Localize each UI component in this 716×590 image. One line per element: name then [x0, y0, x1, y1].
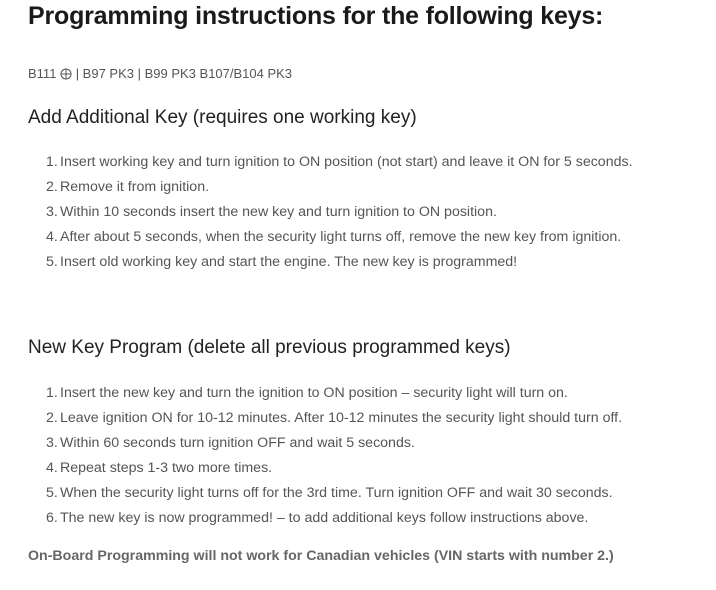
- new-key-step: Leave ignition ON for 10-12 minutes. After 10-12 minutes the security light should turn off.: [60, 410, 623, 426]
- canada-warning: On-Board Programming will not work for Canadian vehicles (VIN starts with number 2.): [28, 548, 614, 564]
- new-key-heading: New Key Program (delete all previous programmed keys): [28, 337, 511, 358]
- key-models-list: | B97 PK3 | B99 PK3 B107/B104 PK3: [75, 66, 293, 81]
- add-key-heading: Add Additional Key (requires one working key): [28, 107, 417, 128]
- add-key-steps: [0, 150, 633, 275]
- globe-icon: [60, 68, 72, 83]
- new-key-step: Insert the new key and turn the ignition to ON position – security light will turn on.: [60, 385, 568, 401]
- add-key-step: Within 10 seconds insert the new key and turn ignition to ON position.: [60, 204, 497, 220]
- new-key-step: When the security light turns off for the 3rd time. Turn ignition OFF and wait 30 seconds.: [60, 485, 613, 501]
- add-key-step: After about 5 seconds, when the security light turns off, remove the new key from ignition.: [60, 229, 622, 245]
- add-key-step: Insert old working key and start the engine. The new key is programmed!: [60, 254, 518, 270]
- new-key-step: The new key is now programmed! – to add additional keys follow instructions above.: [60, 510, 589, 526]
- page-title: Programming instructions for the following keys:: [28, 2, 604, 30]
- add-key-step: Insert working key and turn ignition to ON position (not start) and leave it ON for 5 seconds.: [60, 154, 633, 170]
- key-model-primary: B111: [28, 66, 57, 81]
- new-key-step: Repeat steps 1-3 two more times.: [60, 460, 273, 476]
- add-key-step: Remove it from ignition.: [60, 179, 210, 195]
- new-key-step: Within 60 seconds turn ignition OFF and wait 5 seconds.: [60, 435, 415, 451]
- key-models-line: [28, 66, 292, 83]
- new-key-steps: [0, 381, 622, 531]
